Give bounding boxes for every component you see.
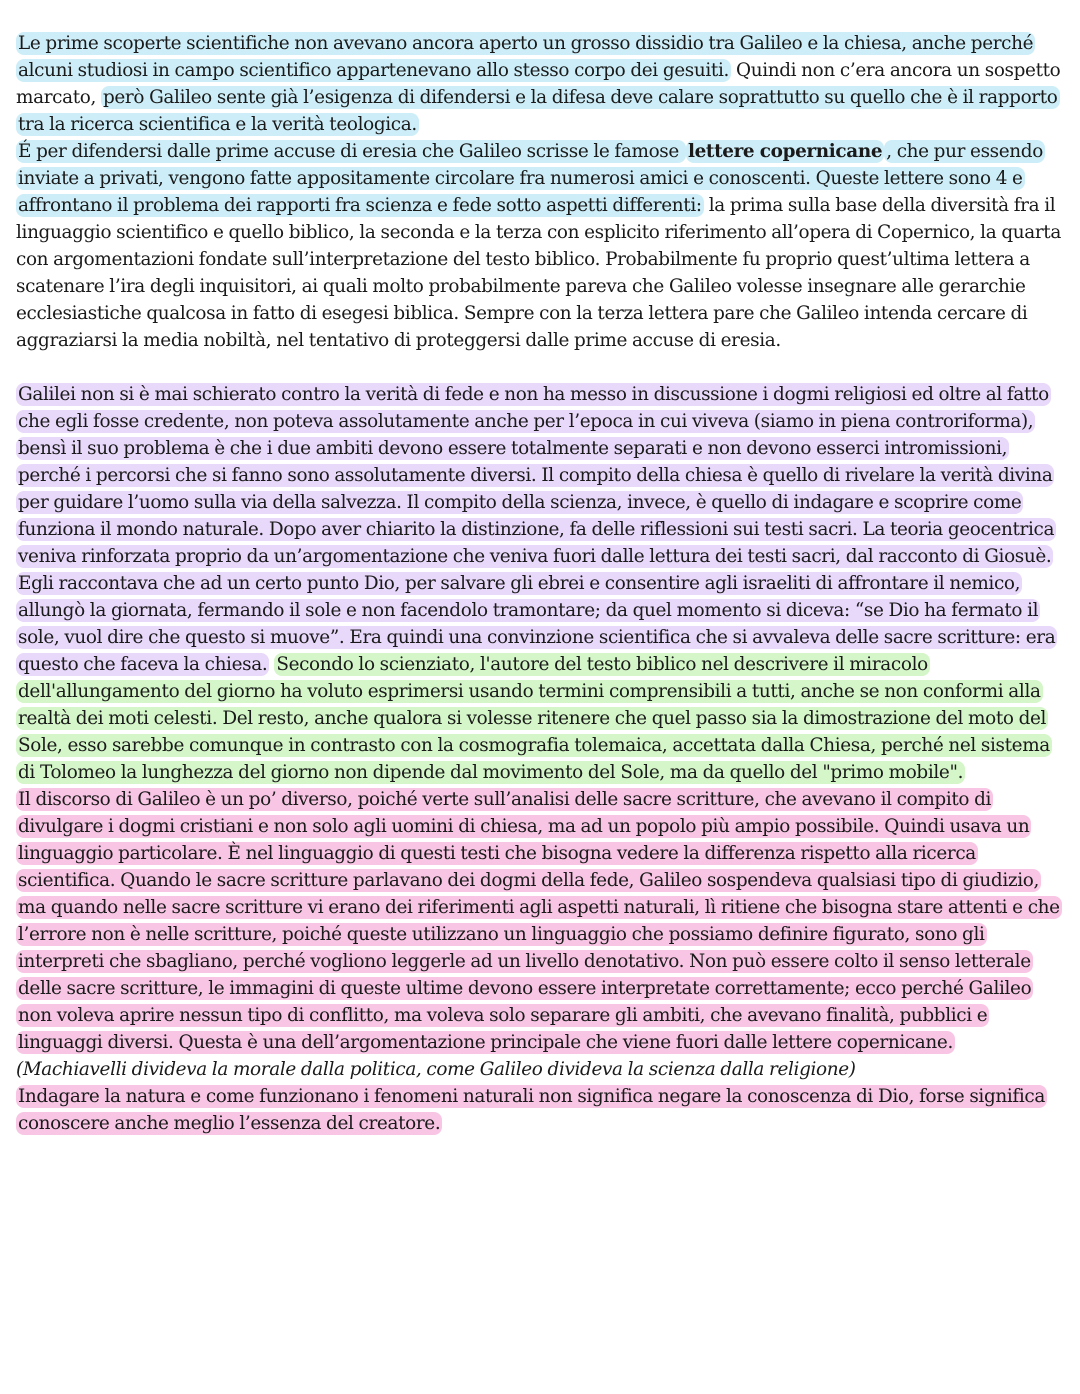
bold-lettere-copernicane: lettere copernicane — [687, 141, 883, 162]
paragraph-scienza-fede — [16, 381, 1066, 1137]
highlight-pink-1: Il discorso di Galileo è un po’ diverso, poiché verte sull’analisi delle sacre scritture, che avevano il compito di divulgare i dogmi cristiani e non solo agli uomini di chiesa, ma ad un popolo più ampio possibile. Quindi usava un linguaggio particolare. È nel linguaggio di questi testi che bisogna vedere la differenza rispetto alla ricerca scientifica. Quando le sacre scritture parlavano dei dogmi della fede, Galileo sospendeva qualsiasi tipo di giudizio, ma quando nelle sacre scritture vi erano dei riferimenti agli aspetti naturali, lì ritiene che bisogna stare attenti e che l’errore non è nelle scritture, poiché queste utilizzano un linguaggio che possiamo definire figurato, sono gli interpreti che sbagliano, perché vogliono leggerle ad un livello denotativo. Non può essere colto il senso letterale delle sacre scritture, le immagini di queste ultime devono essere interpretate correttamente; ecco perché Galileo non voleva aprire nessun tipo di conflitto, ma voleva solo separare gli ambiti, che avevano finalità, pubblici e linguaggi diversi. Questa è una dell’argomentazione principale che viene fuori dalle lettere copernicane. — [18, 789, 1060, 1053]
paragraph-lettere-copernicane — [16, 30, 1066, 354]
highlight-blue-3a: É per difendersi dalle prime accuse di eresia che Galileo scrisse le famose — [18, 141, 684, 162]
highlight-blue-1: Le prime scoperte scientifiche non avevano ancora aperto un grosso dissidio tra Galileo e la chiesa, anche perché alcuni studiosi in campo scientifico appartenevano allo stesso corpo dei gesuiti. — [18, 33, 1034, 81]
highlight-purple: Galilei non si è mai schierato contro la verità di fede e non ha messo in discussione i dogmi religiosi ed oltre al fatto che egli fosse credente, non poteva assolutamente anche per l’epoca in cui viveva (siamo in piena controriforma), bensì il suo problema è che i due ambiti devono essere totalmente separati e non devono esserci intromissioni, perché i percorsi che si fanno sono assolutamente diversi. Il compito della chiesa è quello di rivelare la verità divina per guidare l’uomo sulla via della salvezza. Il compito della scienza, invece, è quello di indagare e scoprire come funziona il mondo naturale. Dopo aver chiarito la distinzione, fa delle riflessioni sui testi sacri. La teoria geocentrica veniva rinforzata proprio da un’argomentazione che veniva fuori dalle lettura dei testi sacri, dal racconto di Giosuè. Egli raccontava che ad un certo punto Dio, per salvare gli ebrei e consentire agli israeliti di affrontare il nemico, allungò la giornata, fermando il sole e non facendolo tramontare; da quel momento si diceva: “se Dio ha fermato il sole, vuol dire che questo si muove”. Era quindi una convinzione scientifica che si avvaleva delle sacre scritture: era questo che faceva la chiesa. — [18, 384, 1056, 675]
paragraph-gap — [16, 354, 1066, 381]
highlight-green: Secondo lo scienziato, l'autore del testo biblico nel descrivere il miracolo dell'allungamento del giorno ha voluto esprimersi usando termini comprensibili a tutti, anche se non conformi alla realtà dei moti celesti. Del resto, anche qualora si volesse ritenere che quel passo sia la dimostrazione del moto del Sole, esso sarebbe comunque in contrasto con la cosmografia tolemaica, accettata dalla Chiesa, perché nel sistema di Tolomeo la lunghezza del giorno non dipende dal movimento del Sole, ma da quello del "primo mobile". — [18, 654, 1050, 783]
italic-note: (Machiavelli divideva la morale dalla politica, come Galileo divideva la scienza dalla religione) — [16, 1059, 856, 1080]
highlight-blue-3b: , che pur essendo inviate a privati, vengono fatte appositamente circolare fra numerosi amici e conoscenti. Queste lettere sono 4 e affrontano il problema dei rapporti fra scienza e fede sotto aspetti differenti: — [18, 141, 1043, 216]
highlight-pink-2: Indagare la natura e come funzionano i fenomeni naturali non significa negare la conoscenza di Dio, forse significa conoscere anche meglio l’essenza del creatore. — [18, 1086, 1045, 1134]
document-page — [16, 30, 1066, 1137]
plain-text-1: Quindi non c’era ancora un sospetto marcato, — [16, 60, 1061, 108]
plain-text-2: la prima sulla base della diversità fra il linguaggio scientifico e quello biblico, la seconda e la terza con esplicito riferimento all’opera di Copernico, la quarta con argomentazioni fondate sull’interpretazione del testo biblico. Probabilmente fu proprio quest’ultima lettera a scatenare l’ira degli inquisitori, ai quali molto probabilmente pareva che Galileo volesse insegnare alle gerarchie ecclesiastiche qualcosa in fatto di esegesi biblica. Sempre con la terza lettera pare che Galileo intenda cercare di aggraziarsi la media nobiltà, nel tentativo di proteggersi dalle prime accuse di eresia. — [16, 195, 1061, 351]
highlight-blue-2: però Galileo sente già l’esigenza di difendersi e la difesa deve calare soprattutto su quello che è il rapporto tra la ricerca scientifica e la verità teologica. — [18, 87, 1058, 135]
